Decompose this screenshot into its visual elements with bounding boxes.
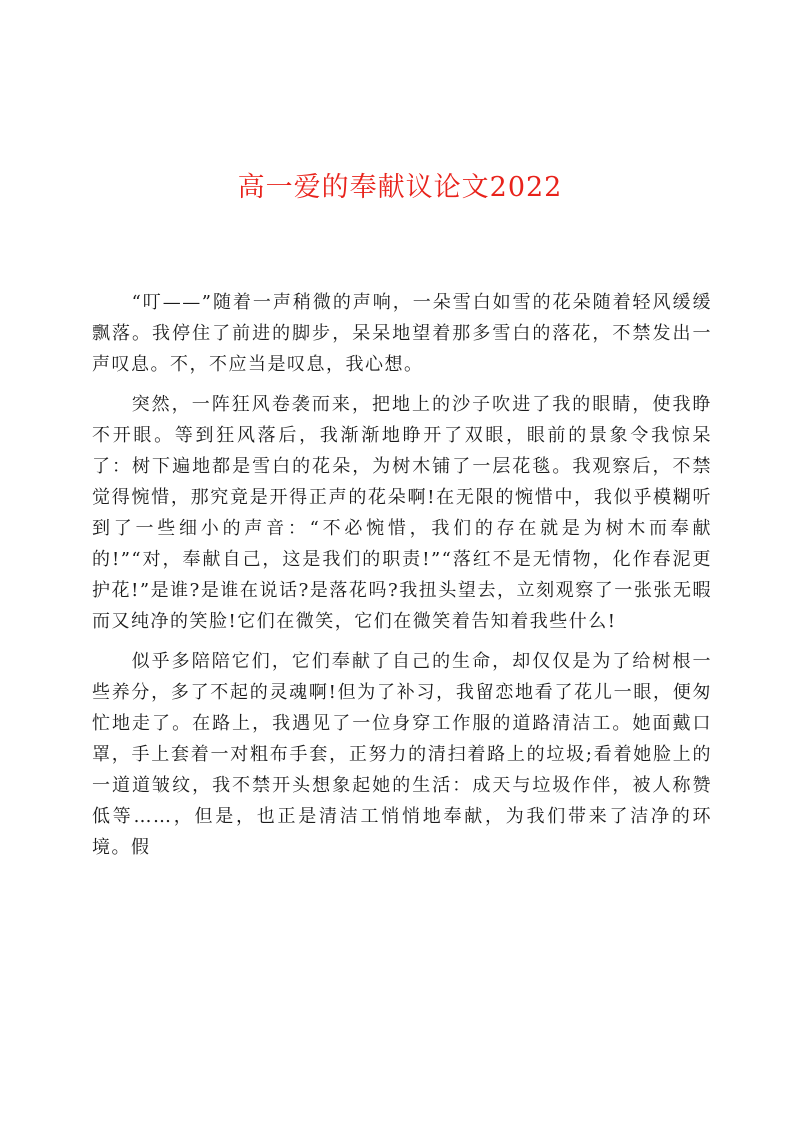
paragraph: 突然，一阵狂风卷袭而来，把地上的沙子吹进了我的眼睛，使我睁不开眼。等到狂风落后，我渐渐地睁开了双眼，眼前的景象令我惊呆了：树下遍地都是雪白的花朵，为树木铺了一层花毯。我观察后，不禁觉得惋惜，那究竟是开得正声的花朵啊!在无限的惋惜中，我似乎模糊听到了一些细小的声音：“不必惋惜，我们的存在就是为树木而奉献的!”“对，奉献自己，这是我们的职责!”“落红不是无情物，化作春泥更护花!”是谁?是谁在说话?是落花吗?我扭头望去，立刻观察了一张张无暇而又纯净的笑脸!它们在微笑，它们在微笑着告知着我些什么! (92, 394, 712, 632)
document-body (92, 287, 712, 872)
paragraph: 似乎多陪陪它们，它们奉献了自己的生命，却仅仅是为了给树根一些养分，多了不起的灵魂啊!但为了补习，我留恋地看了花儿一眼，便匆忙地走了。在路上，我遇见了一位身穿工作服的道路清洁工。她面戴口罩，手上套着一对粗布手套，正努力的清扫着路上的垃圾;看着她脸上的一道道皱纹，我不禁开头想象起她的生活：成天与垃圾作伴，被人称赞低等……，但是，也正是清洁工悄悄地奉献，为我们带来了洁净的环境。假 (92, 651, 712, 858)
document-title: 高一爱的奉献议论文2022 (237, 172, 563, 203)
paragraph: “叮——”随着一声稍微的声响，一朵雪白如雪的花朵随着轻风缓缓飘落。我停住了前进的脚步，呆呆地望着那多雪白的落花，不禁发出一声叹息。不，不应当是叹息，我心想。 (92, 292, 712, 375)
